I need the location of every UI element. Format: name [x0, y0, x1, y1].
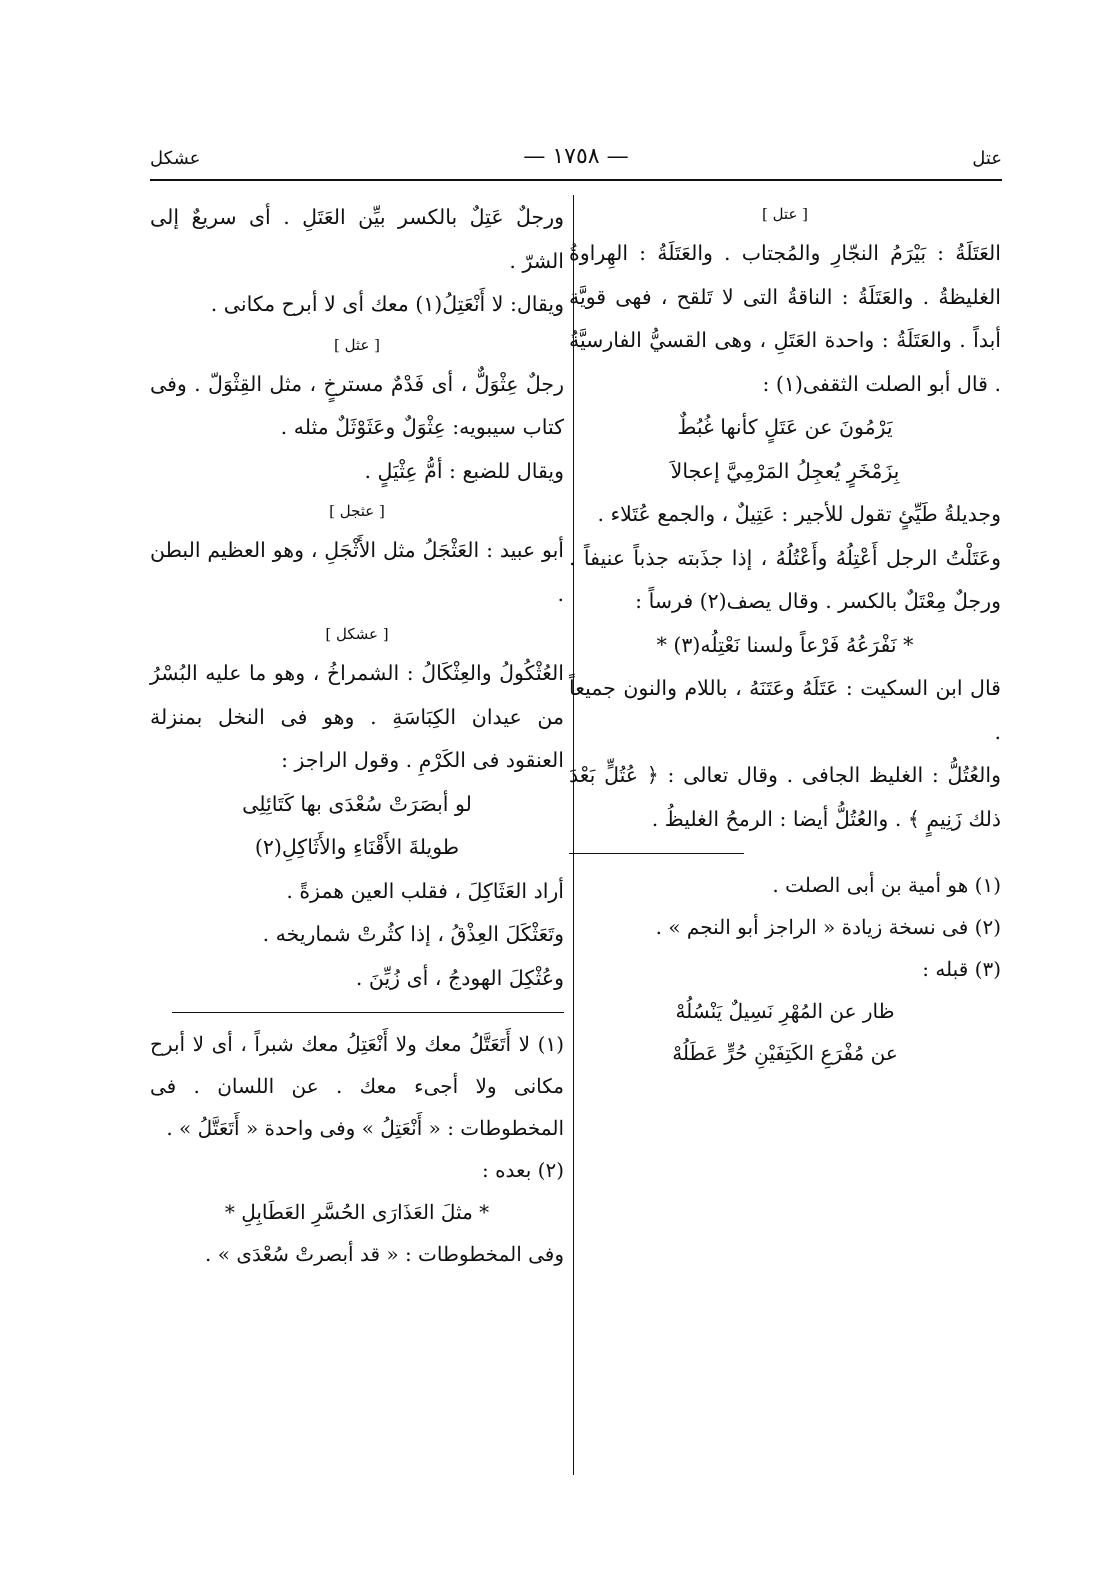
footnote-verse: عن مُفْرَعِ الكَتِفَيْنِ حُرٍّ عَطَلُهْ [672, 1041, 898, 1065]
footnote: (٢) فى نسخة زيادة « الراجز أبو النجم » . [655, 915, 1001, 939]
right-column [569, 196, 1001, 1074]
page-number: — ١٧٥٨ — [523, 144, 629, 169]
footnote: (٢) بعده : [481, 1158, 564, 1182]
paragraph: وتَعَثْكَلَ العِذْقُ ، إذا كثُرتْ شماريخه . [262, 922, 564, 946]
paragraph: أراد العَثَاكِلَ ، فقلب العين همزةً . [286, 878, 564, 903]
footnote-rule [172, 1012, 564, 1013]
entry-heading-atl: [ عتل ] [761, 205, 809, 223]
paragraph: قال ابن السكيت : عَتَلَهُ وعَتَنَهُ ، باللام والنون جميعاً . [569, 676, 1001, 744]
verse-line: بِزَمْخَرٍ يُعجِلُ المَرْمِيَّ إعجالاَ [670, 458, 900, 483]
verse-line: * نَفْرَعُهُ فَرْعاً ولسنا نَعْتِلُه(٣) * [656, 632, 914, 657]
header-rule [150, 179, 1002, 181]
footnote: (١) هو أمية بن أبى الصلت . [772, 873, 1001, 897]
verse-line: لو أبصَرَتْ سُعْدَى بها كَتَائِلِى [242, 791, 472, 816]
paragraph: وجديلةُ طَيِّئٍ تقول للأجير : عَتِيلٌ ، والجمع عُتَلاء . [597, 502, 1001, 526]
paragraph: العُثْكُولُ والعِثْكَالُ : الشمراخُ ، وهو ما عليه البُسْرُ من عيدان الكِبَاسَةِ . وهو فى النخل بمنزلة العنقود فى الكَرْمِ . وقول الراجز : [150, 661, 564, 772]
page-header [150, 142, 1002, 176]
footnote-rule [569, 853, 744, 854]
paragraph: أبو عبيد : العَثْجَلُ مثل الأَثْجَلِ ، وهو العظيم البطن . [150, 538, 564, 606]
header-root-right: عتل [972, 148, 1002, 169]
verse-line: يَرْمُونَ عن عَتَلٍ كأنها غُبُطٌ [677, 415, 893, 439]
paragraph: ويقال للضبع : أمُّ عِثْيَلٍ . [364, 458, 564, 483]
footnote-verse: * مثلَ العَذَارَى الحُسَّرِ العَطَابِلِ * [224, 1200, 490, 1224]
footnote: (٣) قبله : [922, 957, 1001, 981]
footnote: وفى المخطوطات : « قد أبصرتْ سُعْدَى » . [205, 1242, 564, 1266]
left-column [150, 196, 564, 1275]
verse-line: طويلةَ الأَقْنَاءِ والأَثَاكِلِ(٢) [254, 835, 460, 859]
paragraph: رجلٌ عِثْوَلٌّ ، أى فَدْمٌ مسترخٍ ، مثل القِثْوَلّ . وفى كتاب سيبويه: عِثْوَلٌ وعَثَوْثَلٌ مثله . [150, 371, 564, 439]
footnote-verse: ظار عن المُهْرِ نَسِيلٌ يَنْسُلُهْ [675, 999, 895, 1023]
paragraph: ويقال: لا أَنْعَتِلُ(١) معك أى لا أبرح مكانى . [210, 292, 564, 316]
entry-heading-athjal: [ عثجل ] [329, 502, 385, 520]
paragraph: العَتَلَةُ : بَيْرَمُ النجّارِ والمُجتاب . والعَتَلَةُ : الهِراوةُ الغليظةُ . والعَتَلَةُ : الناقةُ التى لا تَلقح ، فهى قويَّة أبداً . والعَتَلَةُ : واحدة العَتَلِ ، وهى القسيُّ الفارسيَّةُ . قال أبو الصلت الثقفى(١) : [569, 241, 1001, 396]
entry-heading-athl: [ عثل ] [333, 335, 381, 354]
paragraph: وعُثْكِلَ الهودجُ ، أى زُيِّنَ . [355, 965, 564, 990]
paragraph: والعُتُلُّ : الغليظ الجافى . وقال تعالى : ﴿ عُتُلٍّ بَعْدَ ذلك زَنِيمٍ ﴾ . والعُتُلُّ أيضا : الرمحُ الغليظُ . [569, 763, 1001, 831]
footnote: (١) لا أَتَعَتَّلُ معك ولا أَنْعَتِلُ معك شبراً ، أى لا أبرح مكانى ولا أجىء معك . عن اللسان . فى المخطوطات : « أَنْعَتِلُ » وفى واحدة « أَتَعَتَّلُ » . [150, 1032, 564, 1140]
paragraph: وعَتَلْتُ الرجل أَعْتِلُهُ وأَعْتُلُهُ ، إذا جذَبته جذباً عنيفاً . ورجلٌ مِعْتَلٌ بالكسر . وقال يصف(٢) فرساً : [569, 545, 1001, 613]
header-root-left: عشكل [150, 148, 201, 169]
entry-heading-ashkal: [ عشكل ] [325, 625, 389, 643]
paragraph: ورجلٌ عَتِلٌ بالكسر بيِّن العَتَلِ . أى سريعٌ إلى الشرّ . [150, 205, 564, 273]
